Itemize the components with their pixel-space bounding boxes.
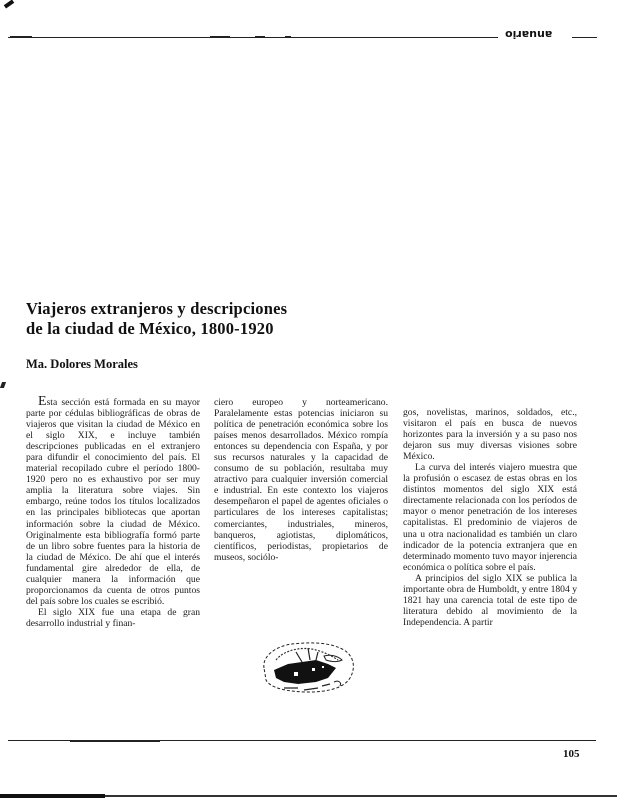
scan-edge-shadow (0, 794, 105, 798)
article-author: Ma. Dolores Morales (26, 357, 138, 371)
text-column-2 (214, 397, 388, 563)
header-rule (8, 37, 498, 38)
header-rule-segment (285, 36, 291, 38)
sailing-ship-vignette-icon (258, 638, 358, 696)
header-rule-segment (210, 36, 230, 38)
paragraph: La curva del interés viajero muestra que la profusión o escasez de estas obras en los distintos momentos del siglo XIX está directamente relacionada con los períodos de mayor o menor penetración de los intereses capitalistas. El predominio de viajeros de una u otra nacionalidad es también un claro indicador de la potencia extranjera que en determinado momento tuvo mayor injerencia económica o política sobre el país. (403, 462, 577, 573)
title-line-2: de la ciudad de México, 1800-1920 (26, 319, 274, 338)
paragraph: gos, novelistas, marinos, soldados, etc., visitaron el país en busca de nuevos horizontes para la inversión y a su paso nos dejaron sus muy diversas visiones sobre México. (403, 407, 577, 463)
running-head: anuario (505, 28, 553, 41)
article-title (26, 299, 366, 339)
text-column-3 (403, 407, 577, 628)
paragraph: A principios del siglo XIX se publica la importante obra de Humboldt, y entre 1804 y 1821 hay una carencia total de este tipo de literatura debido al movimiento de la Independencia. A partir (403, 572, 577, 628)
paragraph (26, 394, 200, 607)
margin-mark (0, 382, 6, 388)
paragraph: ciero europeo y norteamericano. Paralelamente estas potencias iniciaron su política de penetración económica sobre los países menos desarrollados. México rompía entonces su dependencia con España, y por sus recursos naturales y la capacidad de consumo de su población, resultaba muy atractivo para cualquier inversión comercial e industrial. En este contexto los viajeros desempeñaron el papel de agentes oficiales o particulares de los intereses capitalistas; comerciantes, industriales, mineros, banqueros, agiotistas, diplomáticos, científicos, periodistas, propietarios de museos, sociólo- (214, 397, 388, 563)
header-rule-segment (10, 36, 32, 38)
drop-cap: E (38, 394, 47, 409)
paragraph: El siglo XIX fue una etapa de gran desarrollo industrial y finan- (26, 606, 200, 629)
scan-corner-mark (4, 0, 14, 9)
page-number: 105 (563, 748, 580, 760)
header-rule-segment (255, 36, 265, 38)
paragraph-text: sta sección está formada en su mayor parte por cédulas bibliográficas de obras de viajeros que visitan la ciudad de México en el siglo XIX, e incluye también descripciones publicadas en el extranjero para difundir el conocimiento del país. El material recopilado cubre el período 1800-1920 pero no es exhaustivo por ser muy amplia la literatura sobre viajes. Sin embargo, reúne todos los títulos localizados en las principales bibliotecas que aportan información sobre la ciudad de México. Originalmente esta bibliografía formó parte de un libro sobre fuentes para la historia de la ciudad de México. De ahí que el interés fundamental gire alrededor de ella, de cualquier manera la información que proporcionamos da cuenta de otros puntos del país sobre los cuales se escribió. (26, 397, 200, 607)
footer-rule-segment (70, 740, 160, 742)
header-rule-right (572, 37, 597, 38)
title-line-1: Viajeros extranjeros y descripciones (26, 299, 288, 318)
text-column-1 (26, 394, 200, 629)
